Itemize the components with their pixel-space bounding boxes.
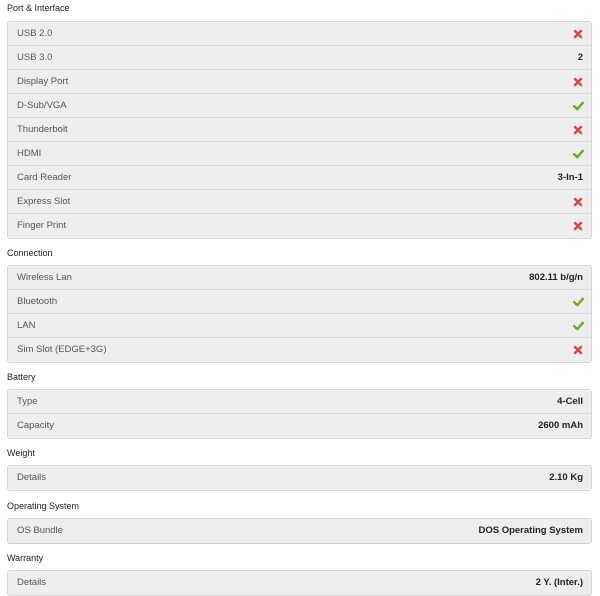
section-title-battery: Battery <box>7 372 36 382</box>
spec-row-battery-type <box>8 390 591 414</box>
spec-value: 2600 mAh <box>538 420 583 431</box>
check-icon <box>573 149 583 159</box>
spec-label: Details <box>17 577 47 588</box>
spec-value: 3-In-1 <box>557 172 583 183</box>
spec-row-finger-print <box>8 214 591 238</box>
cross-icon <box>573 29 583 39</box>
cross-icon <box>573 77 583 87</box>
spec-row-display-port <box>8 70 591 94</box>
spec-value: 2 Y. (Inter.) <box>535 577 583 588</box>
table-warranty <box>7 570 592 596</box>
spec-row-os-bundle <box>8 519 591 543</box>
spec-label: Bluetooth <box>17 296 58 307</box>
spec-label: Details <box>17 472 47 483</box>
spec-label: Display Port <box>17 76 69 87</box>
spec-label: D-Sub/VGA <box>17 100 67 111</box>
section-title-connection: Connection <box>7 248 53 258</box>
spec-label: Express Slot <box>17 196 71 207</box>
spec-row-battery-capacity <box>8 414 591 438</box>
section-title-warranty: Warranty <box>7 553 44 563</box>
spec-label: OS Bundle <box>17 525 63 536</box>
spec-label: Sim Slot (EDGE+3G) <box>17 344 107 355</box>
spec-label: Capacity <box>17 420 54 431</box>
table-connection <box>7 265 592 363</box>
table-battery <box>7 389 592 439</box>
spec-row-thunderbolt <box>8 118 591 142</box>
spec-row-lan <box>8 314 591 338</box>
check-icon <box>573 297 583 307</box>
spec-label: Card Reader <box>17 172 72 183</box>
spec-row-weight-details <box>8 466 591 490</box>
section-title-operating-system: Operating System <box>7 501 80 511</box>
spec-label: USB 3.0 <box>17 52 53 63</box>
cross-icon <box>573 221 583 231</box>
spec-value: 2.10 Kg <box>549 472 583 483</box>
spec-label: Thunderbolt <box>17 124 68 135</box>
check-icon <box>573 101 583 111</box>
spec-value: 2 <box>577 52 583 63</box>
table-weight <box>7 465 592 491</box>
spec-value: 802.11 b/g/n <box>529 272 583 283</box>
spec-row-dsub-vga <box>8 94 591 118</box>
spec-row-wireless-lan <box>8 266 591 290</box>
cross-icon <box>573 345 583 355</box>
table-port-interface <box>7 21 592 239</box>
check-icon <box>573 321 583 331</box>
spec-row-express-slot <box>8 190 591 214</box>
spec-row-warranty-details <box>8 571 591 595</box>
spec-row-bluetooth <box>8 290 591 314</box>
cross-icon <box>573 125 583 135</box>
spec-label: Finger Print <box>17 220 67 231</box>
spec-value: 4-Cell <box>557 396 583 407</box>
spec-label: HDMI <box>17 148 42 159</box>
spec-row-card-reader <box>8 166 591 190</box>
table-operating-system <box>7 518 592 544</box>
section-title-port-interface: Port & Interface <box>7 3 70 13</box>
spec-row-sim-slot <box>8 338 591 362</box>
spec-label: Type <box>17 396 38 407</box>
section-title-weight: Weight <box>7 448 35 458</box>
spec-label: LAN <box>17 320 36 331</box>
spec-label: Wireless Lan <box>17 272 72 283</box>
spec-row-usb-3 <box>8 46 591 70</box>
spec-label: USB 2.0 <box>17 28 53 39</box>
cross-icon <box>573 197 583 207</box>
spec-value: DOS Operating System <box>478 525 583 536</box>
spec-row-usb-2 <box>8 22 591 46</box>
spec-row-hdmi <box>8 142 591 166</box>
